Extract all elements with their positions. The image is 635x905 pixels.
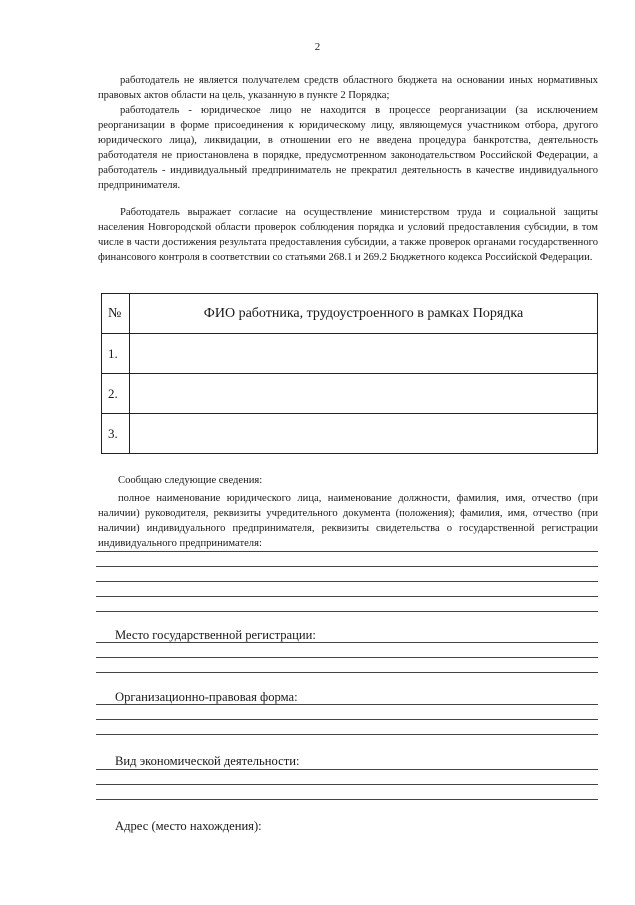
table-header-number: № — [102, 294, 130, 334]
fill-line[interactable] — [96, 784, 598, 785]
employee-name-cell[interactable] — [130, 334, 598, 374]
economic-activity-label: Вид экономической деятельности: — [115, 754, 300, 768]
registration-place-label: Место государственной регистрации: — [115, 628, 316, 642]
fill-line[interactable] — [96, 799, 598, 800]
legal-form-label: Организационно-правовая форма: — [115, 690, 298, 704]
table-row — [102, 334, 598, 374]
fill-line[interactable] — [96, 672, 598, 673]
address-label: Адрес (место нахождения): — [115, 819, 262, 833]
full-name-instructions: полное наименование юридического лица, наименование должности, фамилия, имя, отчество (при наличии) руководителя, реквизиты учредительного документа (положения); фамилия, имя, отчество (при наличии) индивидуального предпринимателя, реквизиты свидетельства о государственной регистрации индивидуального предпринимателя: — [98, 493, 598, 549]
fill-line[interactable] — [96, 566, 598, 567]
table-header-fio: ФИО работника, трудоустроенного в рамках Порядка — [130, 294, 598, 334]
fill-line[interactable] — [96, 581, 598, 582]
fill-line[interactable] — [96, 551, 598, 552]
employee-table — [101, 293, 598, 454]
paragraph-no-budget-funds: работодатель не является получателем средств областного бюджета на основании иных нормативных правовых актов области на цель, указанную в пункте 2 Порядка; — [98, 75, 598, 101]
fill-line[interactable] — [96, 642, 598, 643]
row-number: 2. — [102, 374, 130, 414]
employee-name-cell[interactable] — [130, 414, 598, 454]
paragraph-consent-to-inspections: Работодатель выражает согласие на осуществление министерством труда и социальной защиты населения Новгородской области проверок соблюдения порядка и условий предоставления субсидии, в том числе в части достижения результата предоставления субсидии, а также проверок органами государственного финансового контроля в соответствии со статьями 268.1 и 269.2 Бюджетного кодекса Российской Федерации. — [98, 207, 598, 263]
paragraph-no-reorganization: работодатель - юридическое лицо не находится в процессе реорганизации (за исключением реорганизации в форме присоединения к юридическому лицу, являющемуся участником отбора, другого юридического лица), ликвидации, в отношении его не введена процедура банкротства, деятельность работодателя не приостановлена в порядке, предусмотренном законодательством Российской Федерации, а работодатель - индивидуальный предприниматель не прекратил деятельность в качестве индивидуального предпринимателя. — [98, 105, 598, 191]
table-row — [102, 414, 598, 454]
row-number: 3. — [102, 414, 130, 454]
fill-line[interactable] — [96, 657, 598, 658]
fill-line[interactable] — [96, 596, 598, 597]
table-header-row — [102, 294, 598, 334]
table-row — [102, 374, 598, 414]
fill-line[interactable] — [96, 611, 598, 612]
fill-line[interactable] — [96, 769, 598, 770]
row-number: 1. — [102, 334, 130, 374]
page-number: 2 — [314, 41, 321, 53]
employee-name-cell[interactable] — [130, 374, 598, 414]
info-intro: Сообщаю следующие сведения: — [118, 475, 263, 486]
fill-line[interactable] — [96, 719, 598, 720]
fill-line[interactable] — [96, 734, 598, 735]
fill-line[interactable] — [96, 704, 598, 705]
